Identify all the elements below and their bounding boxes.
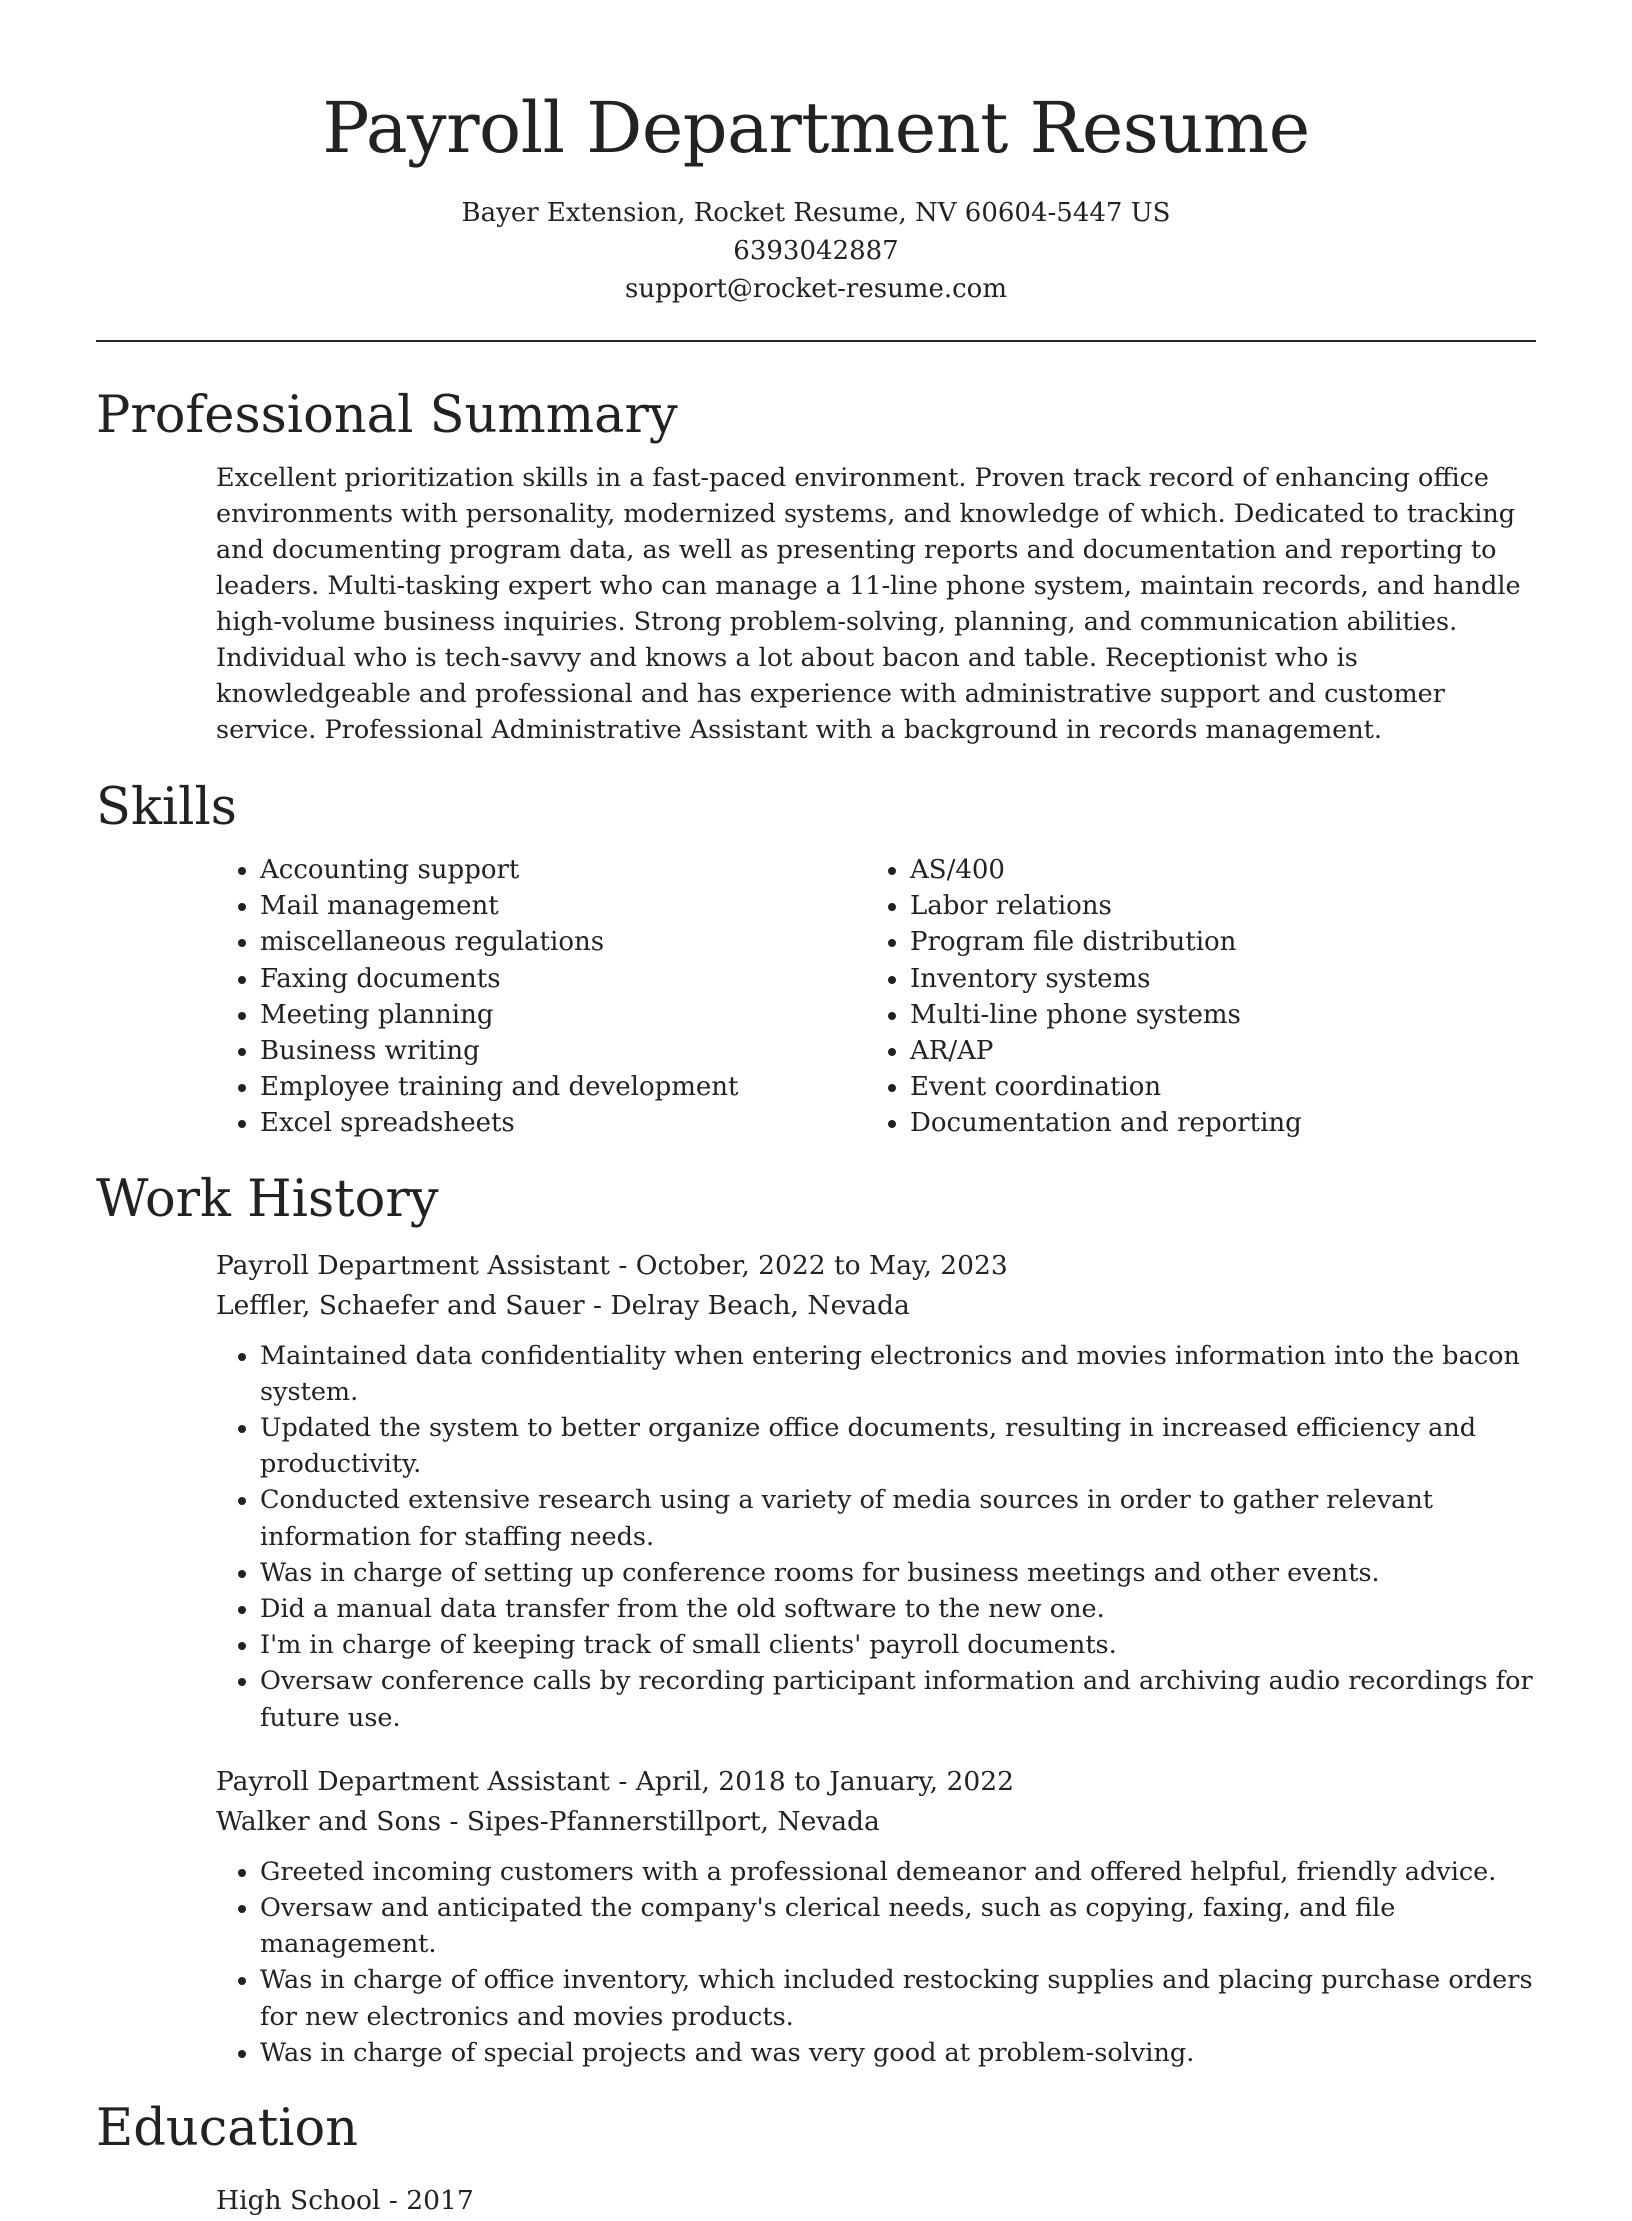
job-bullet: • Updated the system to better organize office documents, resulting in increased efficiency and productivity.	[260, 1410, 1536, 1482]
job-bullet: • Was in charge of office inventory, which included restocking supplies and placing purchase orders for new electronics and movies products.	[260, 1962, 1536, 2034]
skill-item: • Mail management	[260, 888, 866, 924]
skill-item: • Event coordination	[910, 1069, 1510, 1105]
work-history-section	[96, 1168, 1536, 2071]
email-line: support@rocket-resume.com	[624, 274, 1007, 304]
skill-item: • Program file distribution	[910, 924, 1510, 960]
header-divider	[96, 340, 1536, 342]
summary-text: Excellent prioritization skills in a fast-paced environment. Proven track record of enhancing office environments with personality, modernized systems, and knowledge of which. Dedicated to tracking and documenting program data, as well as presenting reports and documentation and reporting to leaders. Multi-tasking expert who can manage a 11-line phone system, maintain records, and handle high-volume business inquiries. Strong problem-solving, planning, and communication abilities. Individual who is tech-savvy and knows a lot about bacon and table. Receptionist who is knowledgeable and professional and has experience with administrative support and customer service. Professional Administrative Assistant with a background in records management.	[216, 463, 1521, 745]
education-item: High School - 2017	[216, 2185, 474, 2217]
skill-item: • Employee training and development	[260, 1069, 866, 1105]
skills-section	[96, 776, 1536, 1142]
job-bullet-list	[216, 1338, 1536, 1736]
job-bullet: • Oversaw and anticipated the company's clerical needs, such as copying, faxing, and file management.	[260, 1890, 1536, 1962]
job-company-line: Walker and Sons - Sipes-Pfannerstillport, Nevada	[216, 1805, 880, 1837]
summary-section	[96, 384, 1536, 748]
resume-header	[96, 0, 1536, 308]
phone-line: 6393042887	[733, 236, 899, 266]
job-bullet: • Was in charge of special projects and was very good at problem-solving.	[260, 2035, 1536, 2071]
skills-columns	[216, 852, 1536, 1142]
skill-item: • miscellaneous regulations	[260, 924, 866, 960]
skill-item: • AS/400	[910, 852, 1510, 888]
skill-item: • Multi-line phone systems	[910, 997, 1510, 1033]
job-bullet: • Greeted incoming customers with a professional demeanor and offered helpful, friendly advice.	[260, 1854, 1536, 1890]
job-bullet: • Maintained data confidentiality when entering electronics and movies information into the bacon system.	[260, 1338, 1536, 1410]
job-bullet: • Conducted extensive research using a variety of media sources in order to gather relevant information for staffing needs.	[260, 1482, 1536, 1554]
job-entry	[216, 1762, 1536, 2071]
job-entry	[216, 1246, 1536, 1736]
skill-item: • Faxing documents	[260, 961, 866, 997]
skill-item: • Business writing	[260, 1033, 866, 1069]
skills-right-column	[866, 852, 1510, 1142]
work-history-heading: Work History	[96, 1169, 439, 1229]
skill-item: • Meeting planning	[260, 997, 866, 1033]
summary-heading: Professional Summary	[96, 386, 678, 445]
skill-item: • Documentation and reporting	[910, 1105, 1510, 1141]
skills-heading: Skills	[96, 778, 237, 837]
job-bullet: • I'm in charge of keeping track of small clients' payroll documents.	[260, 1627, 1536, 1663]
job-bullet: • Did a manual data transfer from the old software to the new one.	[260, 1591, 1536, 1627]
job-bullet: • Oversaw conference calls by recording participant information and archiving audio recordings for future use.	[260, 1663, 1536, 1735]
education-heading: Education	[96, 2099, 359, 2159]
skill-item: • Accounting support	[260, 852, 866, 888]
skill-item: • Inventory systems	[910, 961, 1510, 997]
resume-title: Payroll Department Resume	[322, 87, 1310, 169]
resume-page	[96, 0, 1536, 2221]
job-bullet-list	[216, 1854, 1536, 2071]
skill-item: • Labor relations	[910, 888, 1510, 924]
job-title-line: Payroll Department Assistant - April, 2018 to January, 2022	[216, 1765, 1014, 1797]
job-title-line: Payroll Department Assistant - October, 2022 to May, 2023	[216, 1249, 1008, 1281]
contact-info	[96, 194, 1536, 308]
job-company-line: Leffler, Schaefer and Sauer - Delray Beach, Nevada	[216, 1289, 910, 1321]
job-bullet: • Was in charge of setting up conference rooms for business meetings and other events.	[260, 1555, 1536, 1591]
address-line: Bayer Extension, Rocket Resume, NV 60604-5447 US	[461, 198, 1171, 228]
skill-item: • Excel spreadsheets	[260, 1105, 866, 1141]
skill-item: • AR/AP	[910, 1033, 1510, 1069]
skills-left-column	[216, 852, 866, 1142]
education-section	[96, 2097, 1536, 2221]
